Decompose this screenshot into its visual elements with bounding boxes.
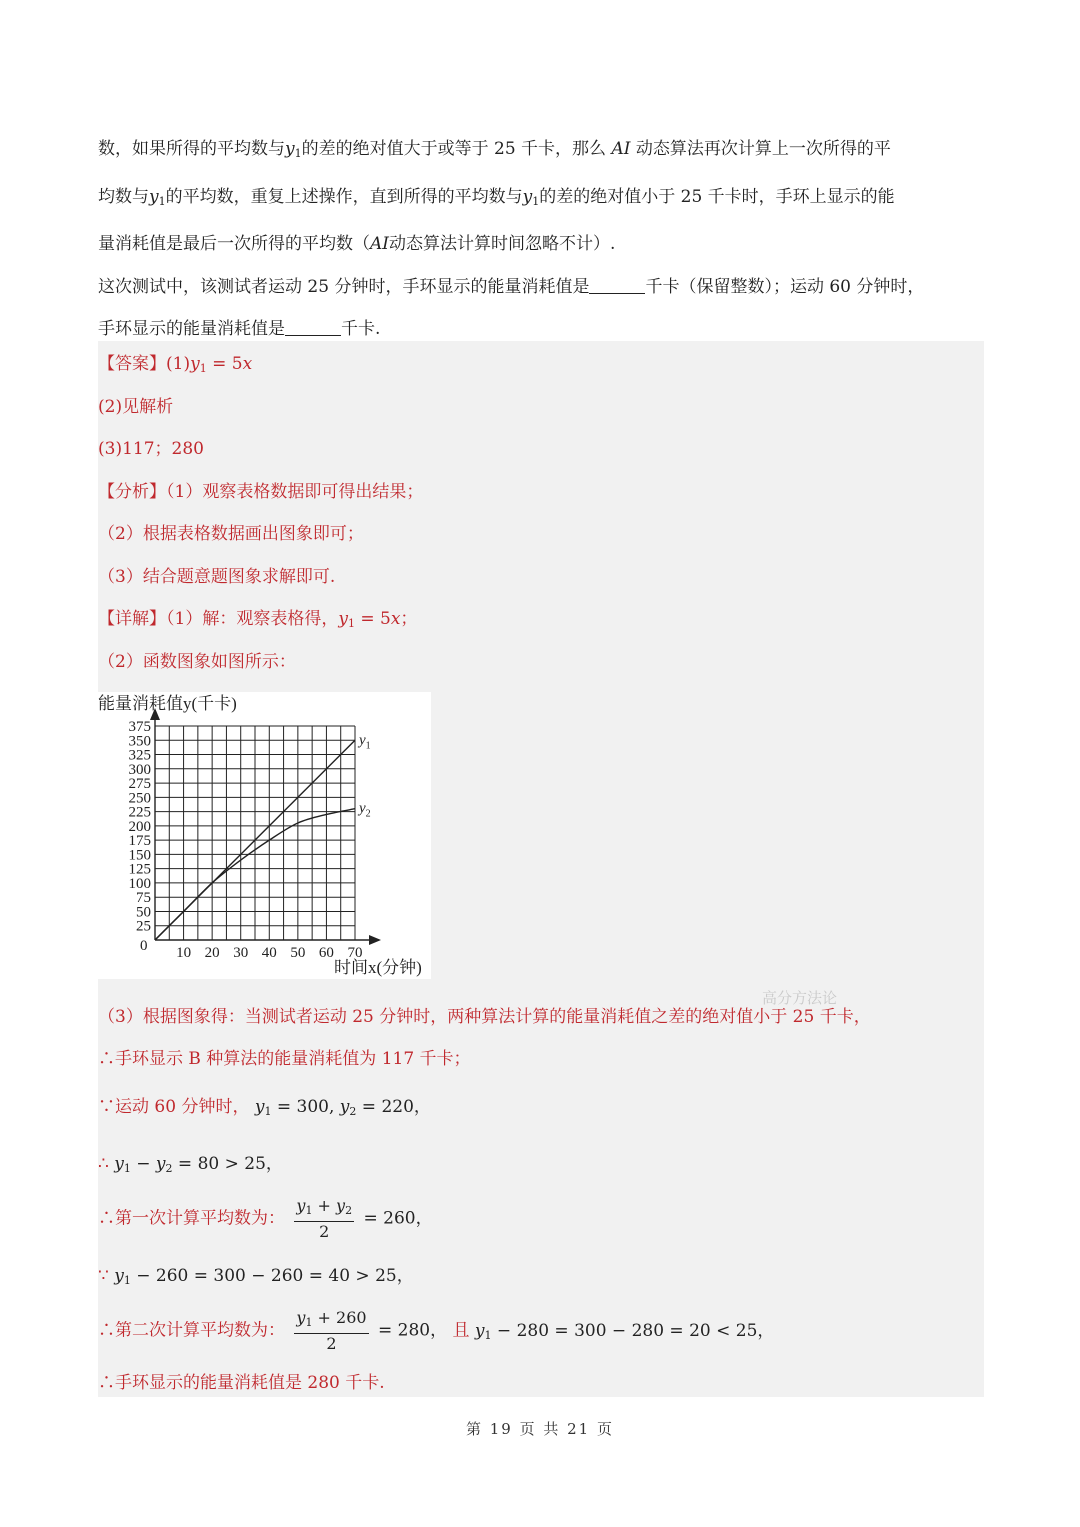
detail-line-1: 【详解】（1）解：观察表格得，$y_1 = 5x$； [98, 609, 418, 630]
x-tick-label: 20 [204, 945, 220, 961]
chart-x-axis-label: 时间x(分钟) [334, 958, 422, 977]
answer-blank-1[interactable] [589, 273, 645, 294]
y-tick-label: 100 [128, 875, 151, 892]
step-1: ∴手环显示 B 种算法的能量消耗值为 117 千卡； [98, 1049, 471, 1069]
question-line-5: 手环显示的能量消耗值是 千卡. [98, 308, 984, 351]
y-tick-label: 75 [136, 890, 151, 907]
step-6: ∴第二次计算平均数为： $\frac{y_1 + 260}{2}$ = 280， 且 $y_1 - 280 = 300 - 280 = 20 < 25$， [98, 1308, 775, 1353]
y-tick-label: 300 [128, 761, 151, 778]
function-graph-svg [98, 692, 431, 979]
y-tick-label: 200 [128, 818, 151, 835]
y-tick-label: 350 [128, 733, 151, 750]
fraction-average-1: $\frac{y_1 + y_2}{2}$ [296, 1196, 353, 1241]
y-tick-label: 125 [128, 861, 151, 878]
question-line-3: 量消耗值是最后一次所得的平均数（AI动态算法计算时间忽略不计）. [98, 234, 616, 254]
detail-line-3: （3）根据图象得：当测试者运动 25 分钟时，两种算法计算的能量消耗值之差的绝对值小于 25 千卡， [98, 1007, 871, 1027]
analysis-line-3: （3）结合题意题图象求解即可. [98, 567, 336, 587]
y-tick-label: 325 [128, 747, 151, 764]
x-tick-label: 50 [290, 945, 306, 961]
analysis-line-2: （2）根据表格数据画出图象即可； [98, 524, 364, 544]
detail-line-2: （2）函数图象如图所示： [98, 652, 296, 672]
question-text [98, 128, 984, 351]
question-line-4: 这次测试中，该测试者运动 25 分钟时，手环显示的能量消耗值是 千卡（保留整数）；运动 60 分钟时， [98, 266, 984, 309]
page-footer: 第 19 页 共 21 页 [465, 1420, 614, 1438]
y-tick-label: 375 [128, 719, 151, 735]
y-tick-label: 50 [136, 904, 151, 921]
y-tick-label: 250 [128, 790, 151, 807]
question-line-2: 均数与$y_1$的平均数，重复上述操作，直到所得的平均数与$y_1$的差的绝对值小于 25 千卡时，手环上显示的能 [98, 186, 895, 208]
solution-block [98, 341, 984, 1397]
chart-origin-label: 0 [140, 938, 148, 954]
answer-line-1: 【答案】$(1)y_1 = 5x$ [98, 354, 253, 375]
x-tick-label: 10 [176, 945, 192, 961]
chart-series [155, 732, 371, 940]
y-tick-label: 150 [128, 847, 151, 864]
series-label-y2: $y_2$ [359, 800, 371, 820]
series-label-subscript: 1 [365, 740, 371, 752]
x-tick-label: 40 [261, 945, 277, 961]
step-4: ∴第一次计算平均数为： $\frac{y_1 + y_2}{2}$ = 260， [98, 1196, 433, 1241]
x-tick-label: 60 [318, 945, 334, 961]
step-3: ∴ $y_1 - y_2 = 80 > 25$， [98, 1154, 283, 1175]
step-5: ∵ $y_1 - 260 = 300 - 260 = 40 > 25$， [98, 1266, 414, 1287]
chart-y-axis-label: 能量消耗值y(千卡) [98, 694, 237, 713]
chart-grid [155, 726, 355, 940]
step-7: ∴手环显示的能量消耗值是 280 千卡. [98, 1373, 385, 1393]
x-tick-label: 70 [347, 945, 363, 961]
answer-line-2: (2)见解析 [98, 397, 174, 417]
series-label-y1: $y_1$ [359, 732, 371, 752]
step-2: ∵运动 60 分钟时， $y_1 = 300$, $y_2 = 220$， [98, 1097, 431, 1118]
y-tick-label: 25 [136, 918, 151, 935]
series-label-subscript: 2 [365, 808, 371, 820]
analysis-line-1: 【分析】（1）观察表格数据即可得出结果； [98, 482, 424, 502]
answer-line-3: (3)117；280 [98, 439, 204, 459]
watermark: 高分方法论 [762, 989, 838, 1007]
question-line-1: 数，如果所得的平均数与$y_1$的差的绝对值大于或等于 25 千卡，那么 AI 动态算法再次计算上一次所得的平 [98, 139, 891, 160]
y-tick-label: 175 [128, 833, 151, 850]
function-graph [98, 692, 431, 979]
answer-blank-2[interactable] [285, 315, 341, 336]
y-tick-label: 225 [128, 804, 151, 821]
fraction-average-2: $\frac{y_1 + 260}{2}$ [296, 1308, 367, 1353]
x-tick-label: 30 [233, 945, 249, 961]
y-tick-label: 275 [128, 776, 151, 793]
x-axis-arrow [369, 935, 381, 945]
